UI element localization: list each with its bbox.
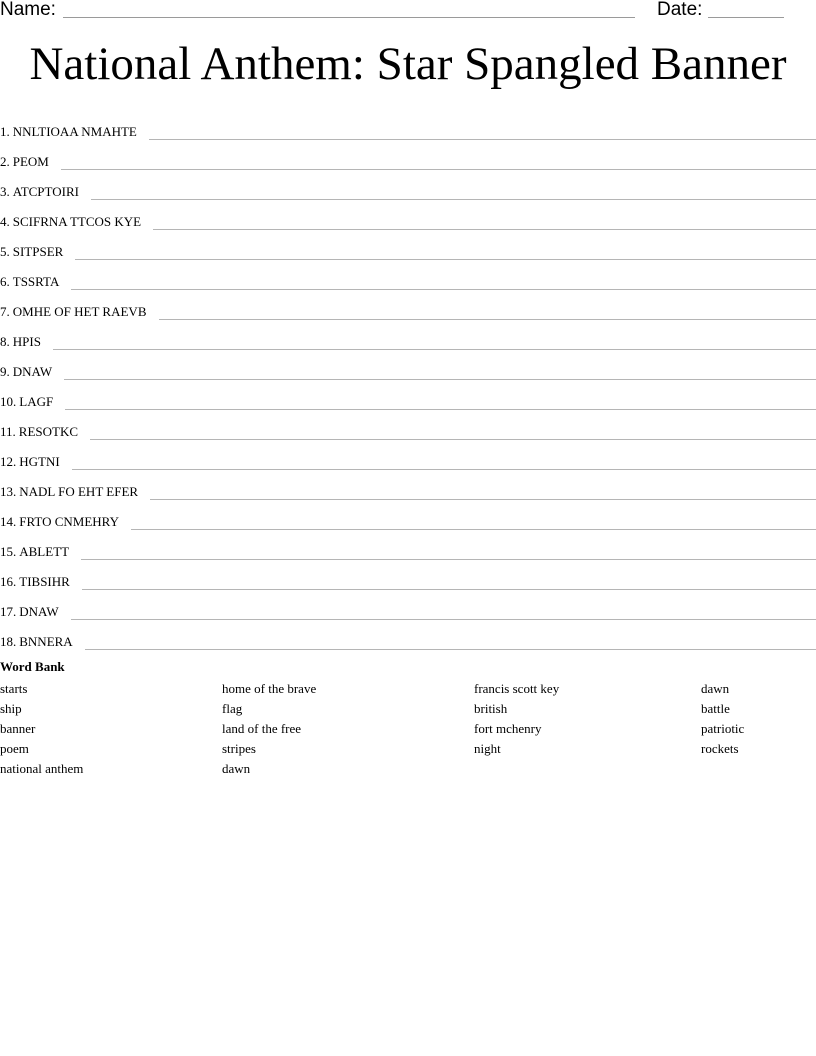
answer-line[interactable] [91, 198, 816, 200]
scrambled-word: NNLTIOAA NMAHTE [12, 124, 137, 139]
question-row [0, 201, 816, 231]
word-bank-word: british [474, 701, 508, 716]
scrambled-word: OMHE OF HET RAEVB [12, 304, 147, 319]
answer-line[interactable] [71, 618, 816, 620]
word-bank-word: banner [0, 721, 36, 736]
word-bank-word: fort mchenry [474, 721, 542, 736]
scrambled-word: ABLETT [19, 544, 70, 559]
scrambled-word: PEOM [12, 154, 49, 169]
word-bank-word: dawn [222, 761, 251, 776]
scrambled-word: NADL FO EHT EFER [19, 484, 139, 499]
word-bank [0, 659, 816, 776]
question-number: 4. [0, 214, 10, 229]
answer-line[interactable] [149, 138, 816, 140]
scrambled-word: TSSRTA [12, 274, 60, 289]
question-number: 1. [0, 124, 10, 139]
word-bank-word: land of the free [222, 721, 302, 736]
question-number: 5. [0, 244, 10, 259]
word-bank-word: national anthem [0, 761, 84, 776]
answer-line[interactable] [90, 438, 816, 440]
question-row [0, 561, 816, 591]
answer-line[interactable] [85, 648, 816, 650]
question-number: 13. [0, 484, 17, 499]
word-bank-word: patriotic [701, 721, 745, 736]
word-bank-word: ship [0, 701, 22, 716]
date-label: Date: [657, 0, 703, 20]
question-number: 15. [0, 544, 17, 559]
answer-line[interactable] [75, 258, 816, 260]
word-bank-word: flag [222, 701, 243, 716]
word-bank-column [474, 679, 559, 759]
question-row [0, 171, 816, 201]
word-bank-word: poem [0, 741, 29, 756]
question-row [0, 321, 816, 351]
question-row [0, 111, 816, 141]
word-bank-word: stripes [222, 741, 256, 756]
question-number: 8. [0, 334, 10, 349]
question-row [0, 591, 816, 621]
answer-line[interactable] [131, 528, 816, 530]
question-number: 16. [0, 574, 17, 589]
question-number: 9. [0, 364, 10, 379]
question-row [0, 231, 816, 261]
word-bank-word: battle [701, 701, 730, 716]
name-label: Name: [0, 0, 56, 20]
question-row [0, 291, 816, 321]
scrambled-word: HGTNI [19, 454, 60, 469]
question-row [0, 261, 816, 291]
scrambled-word: HPIS [12, 334, 41, 349]
date-blank-line[interactable] [708, 17, 784, 18]
question-row [0, 411, 816, 441]
question-row [0, 621, 816, 651]
question-number: 12. [0, 454, 17, 469]
question-list [0, 111, 816, 651]
answer-line[interactable] [81, 558, 816, 560]
question-number: 2. [0, 154, 10, 169]
scrambled-word: TIBSIHR [19, 574, 70, 589]
word-bank-word: night [474, 741, 501, 756]
answer-line[interactable] [71, 288, 816, 290]
question-row [0, 141, 816, 171]
word-bank-word: dawn [701, 681, 730, 696]
question-number: 11. [0, 424, 16, 439]
word-bank-column [701, 679, 744, 759]
scrambled-word: FRTO CNMEHRY [19, 514, 120, 529]
word-bank-word: starts [0, 681, 28, 696]
question-row [0, 531, 816, 561]
scrambled-word: LAGF [19, 394, 54, 409]
word-bank-word: rockets [701, 741, 739, 756]
question-row [0, 471, 816, 501]
question-row [0, 501, 816, 531]
answer-line[interactable] [65, 408, 816, 410]
answer-line[interactable] [150, 498, 816, 500]
scrambled-word: RESOTKC [18, 424, 79, 439]
question-row [0, 441, 816, 471]
answer-line[interactable] [153, 228, 816, 230]
answer-line[interactable] [159, 318, 816, 320]
question-number: 17. [0, 604, 17, 619]
worksheet-header [0, 0, 816, 22]
word-bank-word: home of the brave [222, 681, 317, 696]
name-blank-line[interactable] [63, 17, 635, 18]
word-bank-column [0, 679, 83, 779]
scrambled-word: DNAW [12, 364, 53, 379]
question-number: 10. [0, 394, 17, 409]
answer-line[interactable] [61, 168, 816, 170]
question-row [0, 381, 816, 411]
scrambled-word: SITPSER [12, 244, 64, 259]
answer-line[interactable] [53, 348, 816, 350]
question-number: 3. [0, 184, 10, 199]
word-bank-word: francis scott key [474, 681, 560, 696]
question-row [0, 351, 816, 381]
scrambled-word: ATCPTOIRI [12, 184, 79, 199]
scrambled-word: BNNERA [19, 634, 73, 649]
page-title: National Anthem: Star Spangled Banner [29, 38, 787, 90]
question-number: 14. [0, 514, 17, 529]
scrambled-word: DNAW [19, 604, 59, 619]
word-bank-column [222, 679, 316, 779]
answer-line[interactable] [64, 378, 816, 380]
question-number: 7. [0, 304, 10, 319]
answer-line[interactable] [82, 588, 816, 590]
question-number: 18. [0, 634, 17, 649]
answer-line[interactable] [72, 468, 816, 470]
scrambled-word: SCIFRNA TTCOS KYE [12, 214, 142, 229]
word-bank-title: Word Bank [0, 659, 65, 674]
question-number: 6. [0, 274, 10, 289]
